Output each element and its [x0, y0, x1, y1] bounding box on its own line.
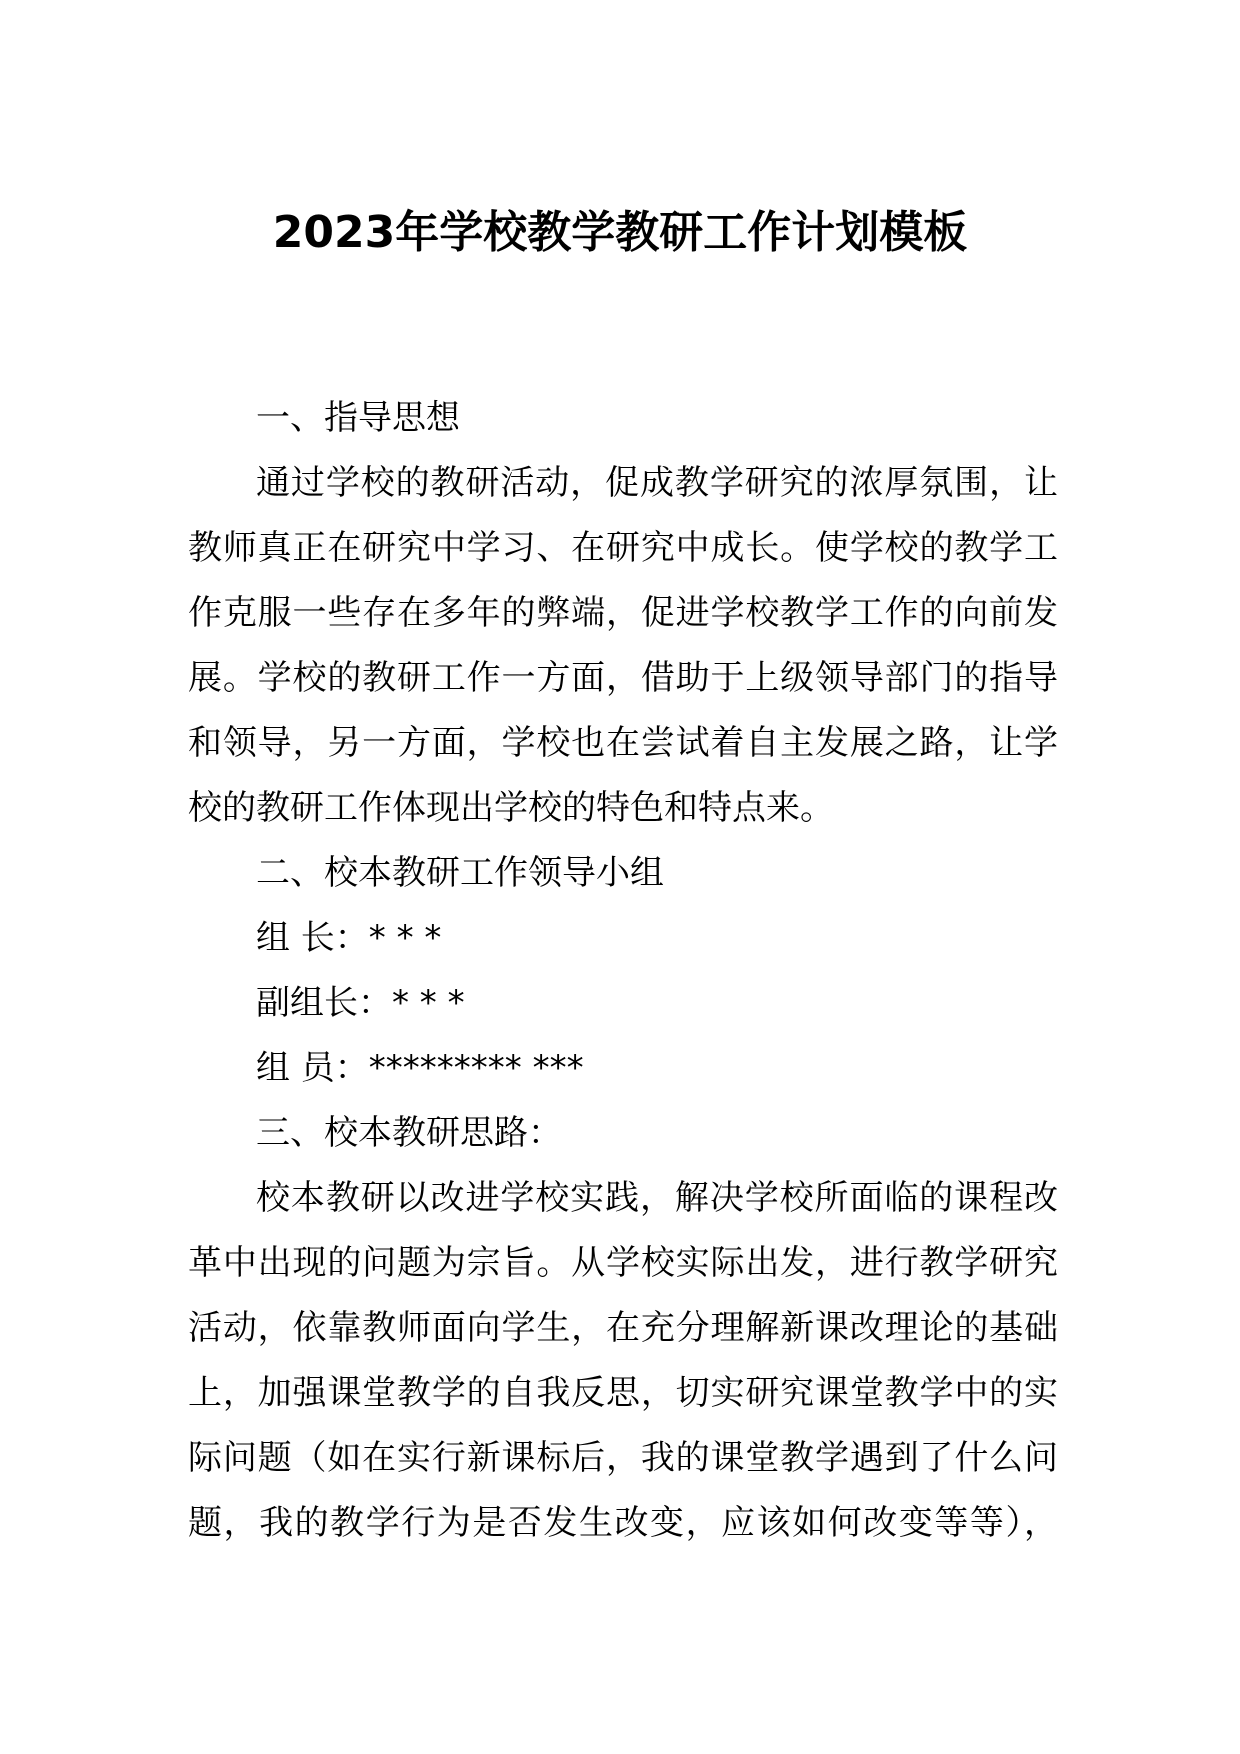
paragraph-line: 和领导，另一方面，学校也在尝试着自主发展之路，让学 — [188, 723, 1058, 763]
paragraph-line: 活动，依靠教师面向学生，在充分理解新课改理论的基础 — [188, 1308, 1058, 1348]
section-heading-research-approach: 三、校本教研思路： — [256, 1113, 562, 1153]
paragraph-line: 校本教研以改进学校实践，解决学校所面临的课程改 — [256, 1178, 1058, 1218]
document-title: 2023年学校教学教研工作计划模板 — [272, 207, 968, 258]
document-body — [188, 386, 1058, 1556]
paragraph-line: 际问题（如在实行新课标后，我的课堂教学遇到了什么问 — [188, 1438, 1058, 1478]
paragraph-line: 教师真正在研究中学习、在研究中成长。使学校的教学工 — [188, 528, 1058, 568]
paragraph-line: 作克服一些存在多年的弊端，促进学校教学工作的向前发 — [188, 593, 1058, 633]
paragraph-line: 展。学校的教研工作一方面，借助于上级领导部门的指导 — [188, 658, 1058, 698]
paragraph-line: 校的教研工作体现出学校的特色和特点来。 — [188, 788, 834, 828]
paragraph-line: 革中出现的问题为宗旨。从学校实际出发，进行教学研究 — [188, 1243, 1058, 1283]
section-heading-guiding-ideology: 一、指导思想 — [256, 398, 460, 438]
group-members-line: 组 员：********* *** — [256, 1048, 584, 1088]
group-leader-line: 组 长：* * * — [256, 918, 442, 958]
paragraph-line: 上，加强课堂教学的自我反思，切实研究课堂教学中的实 — [188, 1373, 1058, 1413]
deputy-leader-line: 副组长：* * * — [256, 983, 465, 1023]
section-heading-leadership-group: 二、校本教研工作领导小组 — [256, 853, 664, 893]
paragraph-line: 通过学校的教研活动，促成教学研究的浓厚氛围，让 — [256, 463, 1058, 503]
paragraph-line: 题，我的教学行为是否发生改变，应该如何改变等等）， — [188, 1503, 1058, 1543]
